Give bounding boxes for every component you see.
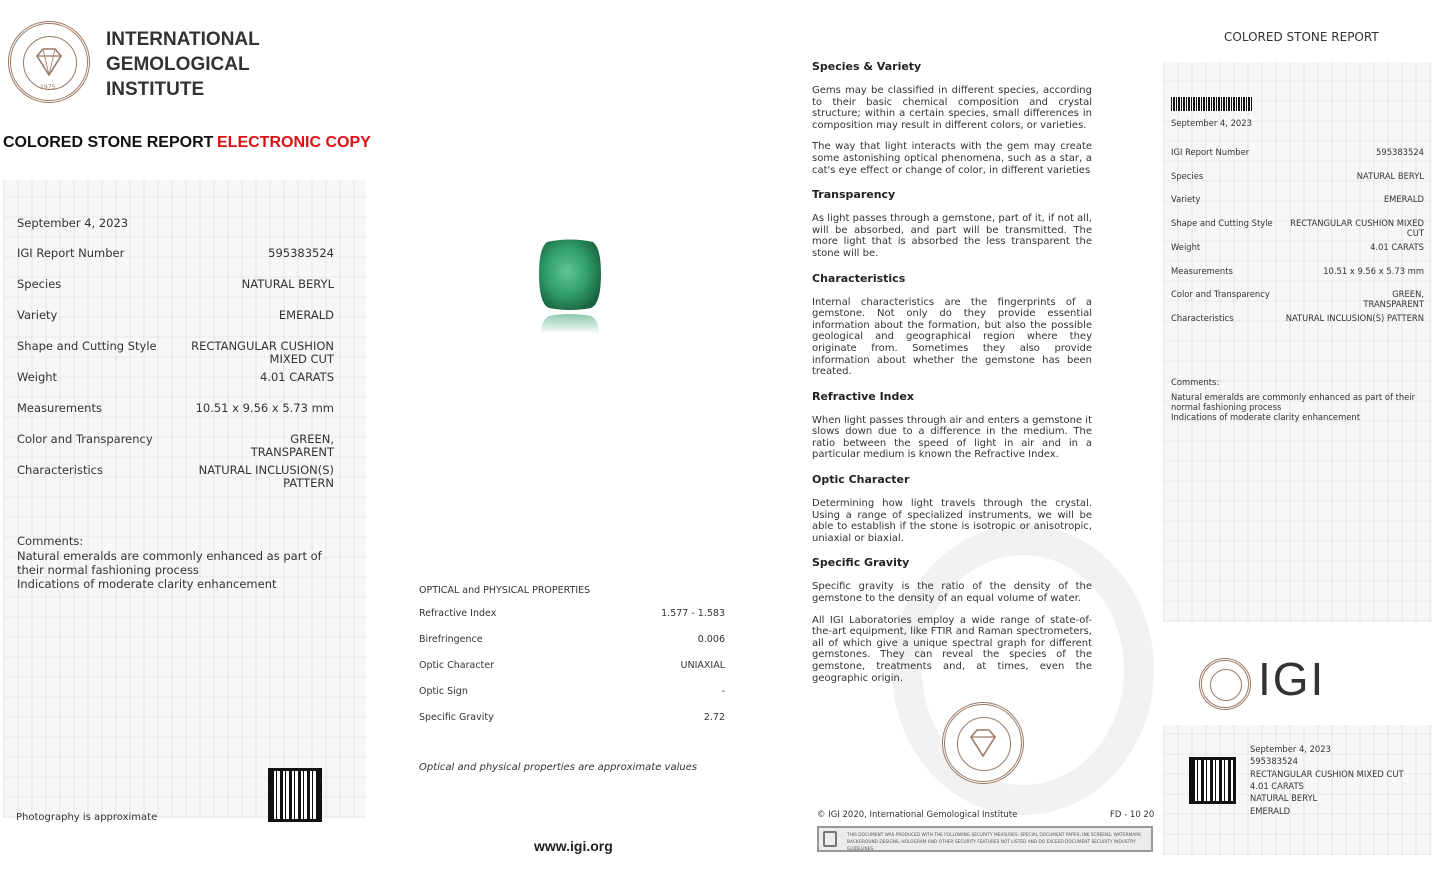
security-note: THIS DOCUMENT WAS PRODUCED WITH THE FOLLOWING SECURITY MEASURES: SPECIAL DOCUMENT PAPER, INK SCREENS, WATERMARK BACKGROUND DESIGNS, HOLOGRAM AND OTHER SECURITY FEATURES NOT LISTED AND DO EXCEED DOCUMENT SECURITY INDUSTRY GUIDELINES. — [847, 833, 1142, 852]
glossary-title: Characteristics — [812, 271, 906, 285]
report-details-panel — [3, 180, 366, 818]
stub-panel — [1163, 62, 1432, 622]
stub-card-line: 4.01 CARATS — [1250, 780, 1304, 791]
detail-value: NATURAL INCLUSION(S) — [198, 463, 334, 477]
stub-label: Shape and Cutting Style — [1171, 218, 1273, 229]
stub-card-line: EMERALD — [1250, 805, 1291, 816]
igi-seal-logo — [8, 21, 90, 103]
detail-label: Weight — [17, 370, 58, 384]
electronic-copy-label: ELECTRONIC COPY — [217, 134, 371, 151]
stub-value: 595383524 — [1376, 147, 1424, 157]
stub-value: RECTANGULAR CUSHION MIXED — [1290, 218, 1424, 229]
stub-value: CUT — [1406, 228, 1424, 239]
glossary-paragraph: As light passes through a gemstone, part of it, if not all, will be absorbed, and part will be transmitted. The more light that is absorbed the less transparent the stone will be. — [812, 213, 1092, 259]
institute-name — [106, 27, 260, 102]
stub-label: Species — [1171, 170, 1204, 181]
detail-label: Color and Transparency — [17, 432, 153, 446]
stub-label: Characteristics — [1171, 312, 1234, 323]
institute-name-line-1: INTERNATIONAL — [106, 29, 260, 50]
detail-label: Species — [17, 277, 62, 291]
detail-label: IGI Report Number — [17, 246, 125, 260]
glossary-title: Refractive Index — [812, 389, 914, 403]
stub-value: NATURAL BERYL — [1356, 170, 1424, 181]
stub-label: Color and Transparency — [1171, 289, 1270, 300]
stub-value: TRANSPARENT — [1363, 299, 1424, 310]
stub-card-line: September 4, 2023 — [1250, 744, 1331, 754]
comment-line-2: their normal fashioning process — [17, 563, 199, 577]
glossary-paragraph: All IGI Laboratories employ a wide range of state-of-the-art equipment, like FTIR and Raman spectrometers, all of which give a unique spectral graph for different gemstones. They can reveal the species of the gemstone, treatments and, at times, even the geographic origin. — [812, 614, 1092, 684]
optical-label: Optic Character — [419, 660, 495, 671]
stub-value: 4.01 CARATS — [1370, 241, 1424, 252]
detail-label: Characteristics — [17, 463, 103, 477]
detail-label: Variety — [17, 308, 58, 322]
report-title: COLORED STONE REPORT — [3, 134, 214, 151]
glossary-section — [812, 60, 1092, 696]
optical-value: 1.577 - 1.583 — [661, 608, 725, 619]
comment-line-3: Indications of moderate clarity enhancement — [17, 577, 277, 591]
stub-comment-line-2: normal fashioning process — [1171, 402, 1282, 412]
detail-value: NATURAL BERYL — [241, 277, 334, 291]
optical-label: Birefringence — [419, 634, 483, 645]
optical-label: Optic Sign — [419, 686, 468, 697]
detail-value: MIXED CUT — [269, 352, 334, 366]
stub-date: September 4, 2023 — [1171, 118, 1252, 128]
optical-note: Optical and physical properties are approximate values — [419, 762, 698, 773]
stub-label: Variety — [1171, 194, 1201, 205]
optical-value: - — [721, 686, 725, 697]
stub-comment-line-1: Natural emeralds are commonly enhanced as part of their — [1171, 392, 1416, 402]
stub-label: IGI Report Number — [1171, 147, 1250, 157]
diamond-icon — [963, 723, 1003, 763]
detail-value: 10.51 x 9.56 x 5.73 mm — [195, 401, 334, 415]
glossary-title: Specific Gravity — [812, 556, 910, 570]
glossary-paragraph: Gems may be classified in different species, according to their basic chemical composition and crystal structure; within a certain species, small differences in composition may result in different colors, or varieties. — [812, 85, 1092, 131]
emerald-gem-icon — [535, 238, 605, 348]
detail-label: Measurements — [17, 401, 102, 415]
stub-card-line: RECTANGULAR CUSHION MIXED CUT — [1250, 768, 1404, 779]
photo-note: Photography is approximate — [16, 812, 158, 823]
optical-value: UNIAXIAL — [680, 660, 725, 671]
glossary-title: Optic Character — [812, 473, 910, 487]
institute-name-line-2: GEMOLOGICAL — [106, 54, 250, 75]
stub-card-line: 595383524 — [1250, 756, 1298, 767]
glossary-paragraph: When light passes through air and enters a gemstone it slows down due to a difference in the medium. The ratio between the speed of light in air and in a particular medium is known the Refractive Index. — [812, 414, 1092, 461]
detail-value: 595383524 — [268, 246, 334, 260]
stub-value: EMERALD — [1383, 194, 1424, 205]
detail-value: 4.01 CARATS — [260, 370, 334, 384]
detail-value: PATTERN — [283, 476, 334, 490]
detail-value: RECTANGULAR CUSHION — [191, 339, 334, 353]
barcode-icon — [1171, 97, 1253, 111]
stub-value: GREEN, — [1392, 289, 1424, 300]
stub-label: Measurements — [1171, 265, 1233, 276]
stub-comments-label: Comments: — [1171, 377, 1220, 387]
detail-label: Shape and Cutting Style — [17, 339, 157, 353]
glossary-paragraph: The way that light interacts with the gem may create some astonishing optical phenomena, such as a star, a cat's eye effect or change of color, in different varieties — [812, 141, 1092, 176]
glossary-paragraph: Internal characteristics are the fingerprints of a gemstone. Not only do they provide essential information about the formation, but also the possible geological and geographical region where they originate from. Sometimes they also provide information about whether the gemstone has been treated. — [812, 296, 1092, 378]
stub-title: COLORED STONE REPORT — [1224, 30, 1379, 44]
optical-label: Refractive Index — [419, 608, 497, 619]
optical-properties-title: OPTICAL and PHYSICAL PROPERTIES — [419, 585, 591, 596]
glossary-title: Species & Variety — [812, 60, 922, 73]
optical-label: Specific Gravity — [419, 712, 494, 723]
copyright: © IGI 2020, International Gemological Institute — [817, 810, 1018, 820]
website-link[interactable]: www.igi.org — [534, 838, 613, 854]
stub-comment-line-3: Indications of moderate clarity enhancement — [1171, 412, 1360, 422]
glossary-paragraph: Determining how light travels through the crystal. Using a range of specialized instruments, we will be able to establish if the stone is isotropic or anisotropic, uniaxial or biaxial. — [812, 498, 1092, 544]
security-strip — [817, 826, 1153, 852]
seal-year: 1975 — [40, 84, 56, 91]
stub-value: 10.51 x 9.56 x 5.73 mm — [1323, 265, 1424, 276]
igi-seal-logo-footer — [942, 702, 1024, 784]
comment-line-1: Natural emeralds are commonly enhanced as part of — [17, 549, 322, 563]
igi-seal-logo-stub — [1199, 658, 1251, 710]
form-code: FD - 10 20 — [1110, 810, 1155, 820]
optical-value: 2.72 — [703, 712, 725, 723]
diamond-icon — [29, 42, 69, 82]
optical-value: 0.006 — [697, 634, 725, 645]
stub-value: NATURAL INCLUSION(S) PATTERN — [1285, 312, 1424, 323]
stub-qr-code-icon[interactable] — [1189, 757, 1236, 804]
stub-card-line: NATURAL BERYL — [1250, 793, 1318, 804]
document-lock-icon — [823, 831, 837, 847]
comments-label: Comments: — [17, 534, 84, 548]
igi-wordmark: IGI — [1258, 653, 1326, 705]
institute-name-line-3: INSTITUTE — [106, 79, 205, 100]
detail-value: EMERALD — [278, 308, 334, 322]
glossary-paragraph: Specific gravity is the ratio of the density of the gemstone to the density of an equal volume of water. — [812, 581, 1092, 605]
detail-value: GREEN, — [290, 432, 334, 446]
glossary-title: Transparency — [812, 188, 896, 202]
stub-label: Weight — [1171, 241, 1201, 252]
qr-code-icon[interactable] — [268, 768, 322, 822]
detail-value: TRANSPARENT — [250, 445, 334, 459]
report-date: September 4, 2023 — [17, 216, 129, 230]
